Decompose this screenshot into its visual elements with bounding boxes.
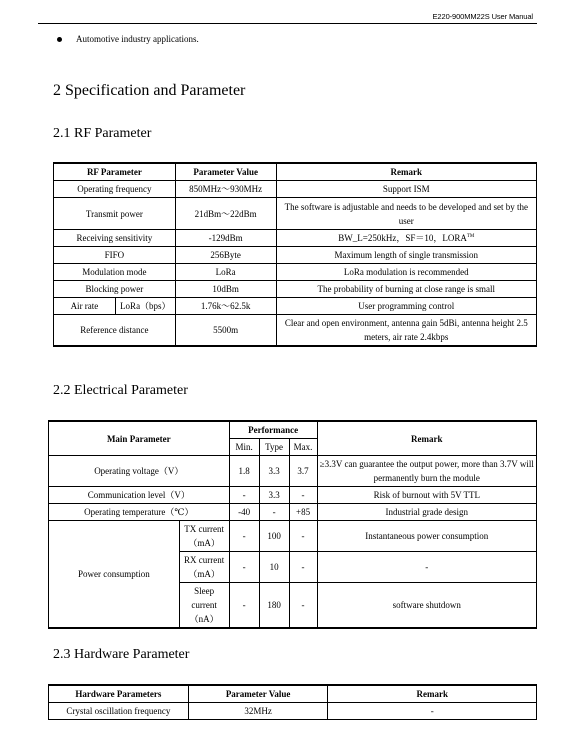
remark-cell: LoRa modulation is recommended	[276, 264, 536, 281]
table-row	[49, 487, 537, 504]
min-cell: -40	[229, 504, 259, 521]
param-cell: Crystal oscillation frequency	[49, 703, 189, 720]
min-cell: -	[229, 583, 259, 629]
remark-text: BW_L=250kHz，SF＝10，LORA	[338, 233, 467, 243]
min-cell: -	[229, 552, 259, 583]
typ-cell: 10	[259, 552, 289, 583]
remark-cell: Maximum length of single transmission	[276, 247, 536, 264]
typ-cell: 180	[259, 583, 289, 629]
remark-cell: The software is adjustable and needs to be developed and set by the user	[276, 198, 536, 230]
max-cell: -	[289, 552, 317, 583]
value-cell: 850MHz～930MHz	[175, 181, 276, 198]
table-row	[49, 456, 537, 487]
rf-parameter-table	[53, 162, 537, 347]
param-cell: Communication level（V）	[49, 487, 230, 504]
param-cell: Modulation mode	[54, 264, 176, 281]
column-header: Remark	[276, 163, 536, 181]
electrical-parameter-table	[48, 420, 537, 629]
typ-cell: -	[259, 504, 289, 521]
remark-cell: Support ISM	[276, 181, 536, 198]
typ-cell: 3.3	[259, 487, 289, 504]
column-header: Remark	[328, 685, 537, 703]
column-header-main: Main Parameter	[49, 421, 230, 456]
table-header-row	[49, 421, 537, 439]
table-row	[54, 181, 537, 198]
param-cell: Receiving sensitivity	[54, 230, 176, 247]
table-row	[54, 315, 537, 347]
remark-cell: Industrial grade design	[317, 504, 536, 521]
column-header-max: Max.	[289, 439, 317, 456]
document-header-title: E220-900MM22S User Manual	[432, 12, 533, 21]
column-header: RF Parameter	[54, 163, 176, 181]
remark-cell: User programming control	[276, 298, 536, 315]
value-cell: 32MHz	[188, 703, 328, 720]
table-header-row	[54, 163, 537, 181]
value-cell: 256Byte	[175, 247, 276, 264]
value-cell: 1.76k～62.5k	[175, 298, 276, 315]
column-header: Parameter Value	[188, 685, 328, 703]
max-cell: +85	[289, 504, 317, 521]
max-cell: -	[289, 521, 317, 552]
power-consumption-group-cell: Power consumption	[49, 521, 180, 629]
table-row	[54, 230, 537, 247]
sub-param-cell: Sleep current （nA）	[179, 583, 229, 629]
typ-cell: 3.3	[259, 456, 289, 487]
trademark-superscript: TM	[466, 234, 475, 239]
param-cell: FIFO	[54, 247, 176, 264]
hardware-section-title: 2.3 Hardware Parameter	[53, 647, 190, 662]
electrical-section-title: 2.2 Electrical Parameter	[53, 383, 188, 398]
bullet-dot-icon	[57, 37, 62, 42]
remark-cell: -	[317, 552, 536, 583]
table-header-row	[49, 685, 537, 703]
remark-cell: Clear and open environment, antenna gain 5dBi, antenna height 2.5 meters, air rate 2.4kbps	[276, 315, 536, 347]
remark-cell: The probability of burning at close range is small	[276, 281, 536, 298]
value-cell: 21dBm～22dBm	[175, 198, 276, 230]
remark-cell: Instantaneous power consumption	[317, 521, 536, 552]
value-cell: 10dBm	[175, 281, 276, 298]
table-row	[54, 281, 537, 298]
min-cell: 1.8	[229, 456, 259, 487]
table-row	[49, 703, 537, 720]
param-cell: Operating voltage（V）	[49, 456, 230, 487]
min-cell: -	[229, 521, 259, 552]
value-cell: -129dBm	[175, 230, 276, 247]
param-cell: Operating frequency	[54, 181, 176, 198]
table-row	[54, 298, 537, 315]
column-header-min: Min.	[229, 439, 259, 456]
column-header-remark: Remark	[317, 421, 536, 456]
table-row	[54, 264, 537, 281]
table-row	[49, 521, 537, 552]
section-title: 2 Specification and Parameter	[53, 82, 246, 99]
table-row	[54, 198, 537, 230]
column-header-performance: Performance	[229, 421, 317, 439]
max-cell: 3.7	[289, 456, 317, 487]
param-cell: Air rate	[54, 298, 116, 315]
remark-cell: -	[328, 703, 537, 720]
rf-section-title: 2.1 RF Parameter	[53, 126, 152, 141]
sub-param-cell: TX current （mA）	[179, 521, 229, 552]
value-cell: 5500m	[175, 315, 276, 347]
typ-cell: 100	[259, 521, 289, 552]
table-row	[49, 504, 537, 521]
header-rule	[38, 23, 537, 24]
column-header: Hardware Parameters	[49, 685, 189, 703]
table-row	[54, 247, 537, 264]
column-header-typ: Type	[259, 439, 289, 456]
max-cell: -	[289, 487, 317, 504]
min-cell: -	[229, 487, 259, 504]
remark-cell: ≥3.3V can guarantee the output power, more than 3.7V will permanently burn the module	[317, 456, 536, 487]
max-cell: -	[289, 583, 317, 629]
param-cell: Transmit power	[54, 198, 176, 230]
remark-cell: Risk of burnout with 5V TTL	[317, 487, 536, 504]
hardware-parameter-table	[48, 684, 537, 720]
sub-param-cell: LoRa（bps）	[115, 298, 175, 315]
sub-param-cell: RX current （mA）	[179, 552, 229, 583]
value-cell: LoRa	[175, 264, 276, 281]
bullet-text: Automotive industry applications.	[76, 34, 199, 44]
param-cell: Reference distance	[54, 315, 176, 347]
remark-cell: software shutdown	[317, 583, 536, 629]
column-header: Parameter Value	[175, 163, 276, 181]
param-cell: Blocking power	[54, 281, 176, 298]
param-cell: Operating temperature（℃）	[49, 504, 230, 521]
bullet-item	[57, 34, 199, 44]
remark-cell	[276, 230, 536, 247]
